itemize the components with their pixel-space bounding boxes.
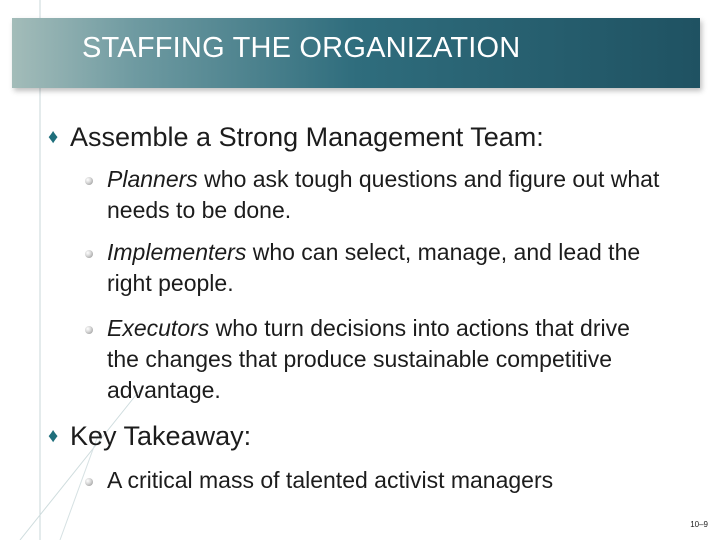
- diamond-bullet-icon: ♦: [48, 425, 59, 447]
- bullet-text: Assemble a Strong Management Team:: [70, 122, 544, 152]
- sub-bullet-item: [107, 465, 667, 496]
- round-bullet-icon: [85, 250, 93, 258]
- bullet-item: [48, 122, 544, 153]
- slide-number: 10–9: [690, 520, 708, 529]
- bullet-item: [48, 421, 251, 452]
- slide-title: STAFFING THE ORGANIZATION: [82, 32, 521, 64]
- sub-bullet-text: who turn decisions into actions that drive the changes that produce sustainable competitive advantage.: [107, 315, 630, 403]
- diamond-bullet-icon: ♦: [48, 126, 59, 148]
- sub-bullet-text: who ask tough questions and figure out what needs to be done.: [107, 166, 660, 223]
- round-bullet-icon: [85, 478, 93, 486]
- round-bullet-icon: [85, 177, 93, 185]
- round-bullet-icon: [85, 326, 93, 334]
- sub-bullet-item: [107, 237, 667, 299]
- sub-bullet-emphasis: Implementers: [107, 239, 247, 265]
- sub-bullet-item: [107, 313, 667, 406]
- sub-bullet-text: who can select, manage, and lead the right people.: [107, 239, 641, 296]
- sub-bullet-text: A critical mass of talented activist managers: [107, 467, 554, 493]
- sub-bullet-emphasis: Executors: [107, 315, 210, 341]
- sub-bullet-emphasis: Planners: [107, 166, 198, 192]
- bullet-text: Key Takeaway:: [70, 421, 252, 451]
- sub-bullet-item: [107, 164, 667, 226]
